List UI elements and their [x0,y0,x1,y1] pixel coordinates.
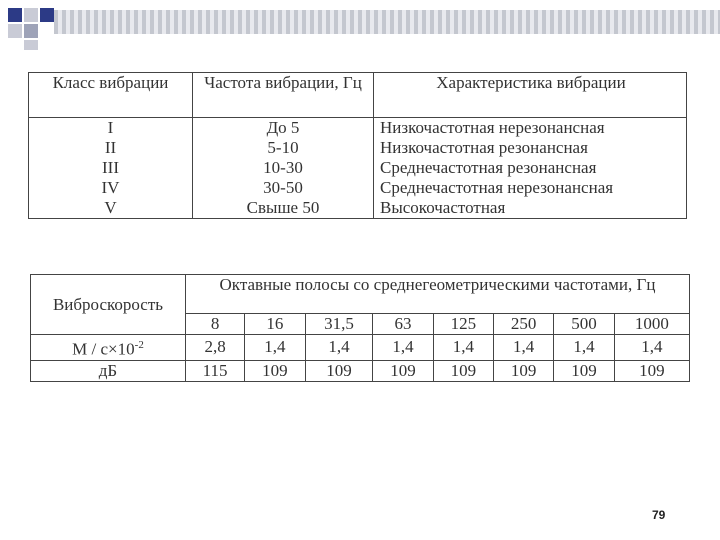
header-cell: Характеристика вибрации [374,73,687,118]
value-cell: 109 [493,360,553,381]
value-cell: 1,4 [373,335,433,361]
value-cell: 115 [186,360,245,381]
value-cell: 1,4 [493,335,553,361]
header-bar [54,10,720,34]
header-cell: Класс вибрации [29,73,193,118]
frequency-cell: 125 [433,314,493,335]
frequency-cell: До 5 [193,118,374,139]
frequency-cell: 250 [493,314,553,335]
class-cell: I [29,118,193,139]
value-cell: 1,4 [614,335,689,361]
frequency-cell: Свыше 50 [193,198,374,219]
class-cell: III [29,158,193,178]
span-header-cell: Октавные полосы со среднегеометрическими частотами, Гц [186,275,690,314]
table-header-row [29,73,687,118]
decor-square-5 [24,24,38,38]
value-cell: 1,4 [554,335,614,361]
value-cell: 109 [373,360,433,381]
characteristic-cell: Среднечастотная резонансная [374,158,687,178]
value-cell: 109 [305,360,373,381]
characteristic-cell: Низкочастотная нерезонансная [374,118,687,139]
table-row [29,118,687,139]
value-cell: 1,4 [245,335,305,361]
characteristic-cell: Высокочастотная [374,198,687,219]
decor-square-6 [24,40,38,50]
unit-label: М / с×10 [72,339,135,359]
table-row [29,178,687,198]
decor-square-4 [8,24,22,38]
frequency-cell: 500 [554,314,614,335]
decor-square-3 [40,8,54,22]
characteristic-cell: Низкочастотная резонансная [374,138,687,158]
class-cell: IV [29,178,193,198]
frequency-cell: 8 [186,314,245,335]
frequency-cell: 10-30 [193,158,374,178]
characteristic-cell: Среднечастотная нерезонансная [374,178,687,198]
frequency-cell: 30-50 [193,178,374,198]
vibration-velocity-table [30,274,690,382]
value-cell: 109 [245,360,305,381]
decor-square-1 [8,8,22,22]
unit-label-cell: дБ [31,360,186,381]
class-cell: II [29,138,193,158]
value-cell: 2,8 [186,335,245,361]
table-row [31,360,690,381]
value-cell: 109 [554,360,614,381]
frequency-cell: 31,5 [305,314,373,335]
table-row [31,335,690,361]
value-cell: 109 [433,360,493,381]
frequency-cell: 16 [245,314,305,335]
frequency-cell: 5-10 [193,138,374,158]
frequency-cell: 63 [373,314,433,335]
row-header-cell: Виброскорость [31,275,186,335]
header-cell: Частота вибрации, Гц [193,73,374,118]
table-row [29,138,687,158]
value-cell: 1,4 [305,335,373,361]
unit-label-cell [31,335,186,361]
value-cell: 1,4 [433,335,493,361]
decor-square-2 [24,8,38,22]
class-cell: V [29,198,193,219]
unit-exponent: -2 [134,339,144,351]
table-header-row [31,275,690,314]
table-row [29,158,687,178]
vibration-class-table [28,72,687,219]
table-row [29,198,687,219]
page-number: 79 [652,508,666,522]
frequency-cell: 1000 [614,314,689,335]
value-cell: 109 [614,360,689,381]
